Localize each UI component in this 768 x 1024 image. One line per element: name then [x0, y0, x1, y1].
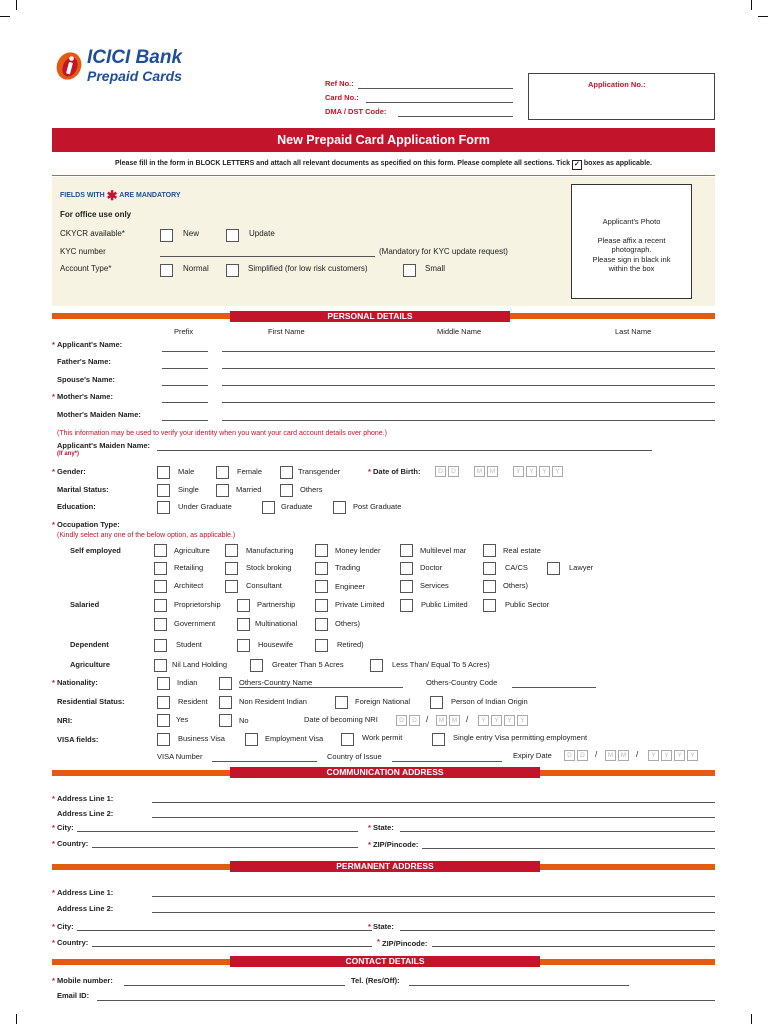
mandatory-text-end: ARE MANDATORY: [119, 192, 181, 199]
nri-year-box[interactable]: Y: [491, 715, 502, 726]
date-separator: /: [595, 750, 598, 759]
instructions-text: Please fill in the form in BLOCK LETTERS and attach all relevant documents as specified on this form. Please complete all sections. Tick: [115, 160, 570, 167]
perm-line2-field[interactable]: [152, 912, 715, 913]
ref-field[interactable]: [358, 88, 513, 89]
occ-salaried-others-label: Others): [335, 619, 361, 628]
country-issue-field[interactable]: [392, 761, 502, 762]
occ-government-checkbox[interactable]: [154, 618, 167, 631]
visa-employment-label: Employment Visa: [265, 734, 324, 743]
mobile-label: Mobile number:: [57, 976, 113, 985]
nri-year-box[interactable]: Y: [478, 715, 489, 726]
required-asterisk: *: [368, 840, 371, 849]
expiry-year-box[interactable]: Y: [674, 750, 685, 761]
dob-day-box[interactable]: D: [448, 466, 459, 477]
marital-married-label: Married: [236, 485, 262, 494]
nri-year-box[interactable]: Y: [504, 715, 515, 726]
account-small-checkbox[interactable]: [403, 264, 416, 277]
required-asterisk: *: [52, 922, 55, 931]
occ-housewife-label: Housewife: [258, 640, 294, 649]
perm-country-field[interactable]: [92, 946, 372, 947]
perm-zip-label: ZIP/Pincode:: [382, 939, 428, 948]
visa-work-permit-label: Work permit: [362, 733, 403, 742]
occ-proprietorship-label: Proprietorship: [174, 600, 221, 609]
residential-label: Residential Status:: [57, 697, 125, 706]
ckycr-new-label: New: [183, 229, 200, 238]
occ-ca-cs-checkbox[interactable]: [483, 562, 496, 575]
edu-postgrad-checkbox[interactable]: [333, 501, 346, 514]
res-foreign-checkbox[interactable]: [335, 696, 348, 709]
required-asterisk: *: [52, 938, 55, 947]
required-asterisk: *: [52, 392, 55, 401]
salaried-label: Salaried: [70, 600, 100, 609]
dma-label: DMA / DST Code:: [325, 107, 387, 116]
country-issue-label: Country of Issue: [327, 752, 382, 761]
perm-line2-label: Address Line 2:: [57, 904, 114, 913]
occ-agriculture-checkbox[interactable]: [154, 544, 167, 557]
occ-partnership-label: Partnership: [257, 600, 296, 609]
occ-consultant-checkbox[interactable]: [225, 580, 238, 593]
expiry-year-box[interactable]: Y: [648, 750, 659, 761]
dependent-label: Dependent: [70, 640, 109, 649]
occ-others-label: Others): [503, 581, 529, 590]
occ-housewife-checkbox[interactable]: [237, 639, 250, 652]
gender-female-checkbox[interactable]: [216, 466, 229, 479]
father-name-label: Father's Name:: [57, 357, 111, 366]
gender-transgender-label: Transgender: [298, 467, 341, 476]
comm-state-label: State:: [373, 823, 394, 832]
tel-field[interactable]: [409, 985, 629, 986]
occ-partnership-checkbox[interactable]: [237, 599, 250, 612]
applicant-maiden-label: Applicant's Maiden Name:: [57, 441, 151, 450]
visa-number-field[interactable]: [212, 761, 317, 762]
occupation-note: (Kindly select any one of the below option, as applicable.): [57, 532, 236, 539]
asterisk-icon: ✱: [106, 188, 118, 203]
occ-multilevel-checkbox[interactable]: [400, 544, 413, 557]
occ-gt5-label: Greater Than 5 Acres: [272, 660, 344, 669]
occ-multinational-label: Multinational: [255, 619, 298, 628]
required-asterisk: *: [368, 823, 371, 832]
mother-name-field[interactable]: [222, 402, 715, 403]
occ-engineer-checkbox[interactable]: [315, 580, 328, 593]
marital-married-checkbox[interactable]: [216, 484, 229, 497]
gender-female-label: Female: [237, 467, 263, 476]
required-asterisk: *: [368, 467, 371, 476]
mandatory-text: FIELDS WITH: [60, 192, 105, 199]
dob-year-box[interactable]: Y: [539, 466, 550, 477]
occ-pub-ltd-label: Public Limited: [421, 600, 468, 609]
res-nri-checkbox[interactable]: [219, 696, 232, 709]
nat-country-name-field[interactable]: [239, 687, 403, 688]
date-separator: /: [426, 715, 429, 724]
maiden-name-label: Mother's Maiden Name:: [57, 410, 141, 419]
marital-single-label: Single: [178, 485, 199, 494]
brand-logo: [52, 48, 86, 87]
dob-day-box[interactable]: D: [435, 466, 446, 477]
col-middle: Middle Name: [437, 327, 482, 336]
nri-yes-checkbox[interactable]: [157, 714, 170, 727]
agriculture-group-label: Agriculture: [70, 660, 111, 669]
dob-month-box[interactable]: M: [487, 466, 498, 477]
dob-label: Date of Birth:: [373, 467, 421, 476]
perm-zip-field[interactable]: [432, 946, 715, 947]
required-asterisk: *: [52, 794, 55, 803]
occ-proprietorship-checkbox[interactable]: [154, 599, 167, 612]
occ-lawyer-checkbox[interactable]: [547, 562, 560, 575]
nri-year-box[interactable]: Y: [517, 715, 528, 726]
crop-mark: [16, 1014, 17, 1024]
occ-ca-cs-label: CA/CS: [505, 563, 528, 572]
occ-pub-sector-checkbox[interactable]: [483, 599, 496, 612]
perm-state-label: State:: [373, 922, 394, 931]
occupation-label: Occupation Type:: [57, 520, 120, 529]
res-pio-label: Person of Indian Origin: [451, 697, 528, 706]
occ-retailing-label: Retailing: [174, 563, 204, 572]
ckycr-label: CKYCR available*: [60, 229, 125, 238]
ref-label: Ref No.:: [325, 79, 354, 88]
nat-others-label: Others-Country Name: [239, 678, 313, 687]
account-normal-label: Normal: [183, 264, 209, 273]
father-name-field[interactable]: [222, 368, 715, 369]
occ-multilevel-label: Multilevel mar: [420, 546, 467, 555]
comm-zip-field[interactable]: [422, 848, 715, 849]
ckycr-update-checkbox[interactable]: [226, 229, 239, 242]
dob-year-box[interactable]: Y: [552, 466, 563, 477]
crop-mark: [0, 16, 10, 17]
account-normal-checkbox[interactable]: [160, 264, 173, 277]
date-separator: /: [466, 715, 469, 724]
col-last: Last Name: [615, 327, 652, 336]
col-first: First Name: [268, 327, 305, 336]
expiry-year-box[interactable]: Y: [661, 750, 672, 761]
mother-name-label: Mother's Name:: [57, 392, 113, 401]
maiden-prefix-field[interactable]: [162, 420, 208, 421]
nri-day-box[interactable]: D: [409, 715, 420, 726]
occ-lt5-checkbox[interactable]: [370, 659, 383, 672]
spouse-prefix-field[interactable]: [162, 385, 208, 386]
dob-month-box[interactable]: M: [474, 466, 485, 477]
nri-no-checkbox[interactable]: [219, 714, 232, 727]
crop-mark: [751, 1014, 752, 1024]
occ-nil-land-label: Nil Land Holding: [172, 660, 228, 669]
icici-logo-icon: [52, 48, 86, 82]
perm-state-field[interactable]: [400, 930, 715, 931]
occ-doctor-checkbox[interactable]: [400, 562, 413, 575]
visa-single-entry-label: Single entry Visa permitting employment: [453, 733, 588, 742]
perm-line1-label: Address Line 1:: [57, 888, 114, 897]
perm-city-field[interactable]: [77, 930, 372, 931]
occ-student-checkbox[interactable]: [154, 639, 167, 652]
marital-others-checkbox[interactable]: [280, 484, 293, 497]
photo-line: Applicant's Photo: [602, 217, 661, 226]
crop-mark: [751, 0, 752, 10]
nat-country-code-label: Others-Country Code: [426, 678, 498, 687]
email-label: Email ID:: [57, 991, 90, 1000]
comm-zip-label: ZIP/Pincode:: [373, 840, 419, 849]
mother-prefix-field[interactable]: [162, 402, 208, 403]
instructions: [52, 159, 715, 170]
contact-section-title: CONTACT DETAILS: [230, 956, 540, 967]
occ-trading-label: Trading: [335, 563, 361, 572]
comm-state-field[interactable]: [400, 831, 715, 832]
applicant-name-field[interactable]: [222, 351, 715, 352]
occ-real-estate-label: Real estate: [503, 546, 541, 555]
crop-mark: [758, 16, 768, 17]
self-employed-label: Self employed: [70, 546, 121, 555]
required-asterisk: *: [52, 839, 55, 848]
visa-work-permit-checkbox[interactable]: [341, 733, 354, 746]
marital-others-label: Others: [300, 485, 323, 494]
occ-architect-checkbox[interactable]: [154, 580, 167, 593]
father-prefix-field[interactable]: [162, 368, 208, 369]
education-label: Education:: [57, 502, 96, 511]
required-asterisk: *: [377, 937, 380, 946]
comm-city-field[interactable]: [77, 831, 358, 832]
applicant-maiden-field[interactable]: [157, 450, 652, 451]
photo-line: photograph.: [611, 245, 652, 254]
account-simplified-checkbox[interactable]: [226, 264, 239, 277]
maiden-note: (This information may be used to verify your identity when you want your card account details over phone.): [57, 430, 387, 437]
form-title: New Prepaid Card Application Form: [277, 133, 490, 147]
occ-money-lender-label: Money lender: [335, 546, 381, 555]
office-heading: For office use only: [60, 210, 132, 219]
card-field[interactable]: [366, 102, 513, 103]
expiry-year-box[interactable]: Y: [687, 750, 698, 761]
nri-month-box[interactable]: M: [449, 715, 460, 726]
if-any-note: (If any*): [57, 451, 80, 457]
visa-employment-checkbox[interactable]: [245, 733, 258, 746]
date-separator: /: [636, 750, 639, 759]
occ-manufacturing-label: Manufacturing: [246, 546, 294, 555]
expiry-day-box[interactable]: D: [577, 750, 588, 761]
expiry-label: Expiry Date: [513, 751, 552, 760]
applicant-name-label: Applicant's Name:: [57, 340, 123, 349]
occ-engineer-label: Engineer: [335, 582, 366, 591]
occ-salaried-others-checkbox[interactable]: [315, 618, 328, 631]
account-simplified-label: Simplified (for low risk customers): [248, 264, 368, 273]
occ-retailing-checkbox[interactable]: [154, 562, 167, 575]
occ-others-checkbox[interactable]: [483, 580, 496, 593]
comm-country-label: Country:: [57, 839, 89, 848]
expiry-month-box[interactable]: M: [618, 750, 629, 761]
perm-city-label: City:: [57, 922, 74, 931]
maiden-name-field[interactable]: [222, 420, 715, 421]
comm-country-field[interactable]: [92, 847, 358, 848]
edu-graduate-checkbox[interactable]: [262, 501, 275, 514]
gender-male-checkbox[interactable]: [157, 466, 170, 479]
photo-instructions: [571, 217, 692, 274]
required-asterisk: *: [52, 888, 55, 897]
visa-business-label: Business Visa: [178, 734, 225, 743]
res-resident-label: Resident: [178, 697, 208, 706]
spouse-name-label: Spouse's Name:: [57, 375, 116, 384]
brand-name: ICICI Bank: [87, 47, 183, 68]
email-field[interactable]: [97, 1000, 715, 1001]
instructions-text-end: boxes as applicable.: [583, 160, 652, 167]
occ-stock-label: Stock broking: [246, 563, 292, 572]
perm-section-title: PERMANENT ADDRESS: [230, 861, 540, 872]
kyc-label: KYC number: [60, 247, 106, 256]
nat-indian-checkbox[interactable]: [157, 677, 170, 690]
comm-line2-label: Address Line 2:: [57, 809, 114, 818]
check-icon: ✓: [572, 160, 582, 170]
occ-architect-label: Architect: [174, 581, 204, 590]
comm-line2-field[interactable]: [152, 817, 715, 818]
perm-line1-field[interactable]: [152, 896, 715, 897]
card-label: Card No.:: [325, 93, 359, 102]
kyc-note: (Mandatory for KYC update request): [379, 247, 508, 256]
required-asterisk: *: [52, 678, 55, 687]
visa-number-label: VISA Number: [157, 752, 203, 761]
comm-line1-label: Address Line 1:: [57, 794, 114, 803]
nat-country-code-field[interactable]: [512, 687, 596, 688]
occ-services-checkbox[interactable]: [400, 580, 413, 593]
kyc-field[interactable]: [160, 256, 375, 257]
brand-sub: Prepaid Cards: [87, 68, 182, 84]
occ-nil-land-checkbox[interactable]: [154, 659, 167, 672]
gender-transgender-checkbox[interactable]: [280, 466, 293, 479]
photo-line: Please sign in black ink: [592, 254, 671, 264]
occ-lt5-label: Less Than/ Equal To 5 Acres): [392, 660, 490, 669]
marital-label: Marital Status:: [57, 485, 109, 494]
required-asterisk: *: [368, 922, 371, 931]
visa-business-checkbox[interactable]: [157, 733, 170, 746]
tel-label: Tel. (Res/Off):: [351, 976, 400, 985]
occ-consultant-label: Consultant: [246, 581, 282, 590]
occ-trading-checkbox[interactable]: [315, 562, 328, 575]
occ-lawyer-label: Lawyer: [569, 563, 594, 572]
crop-mark: [16, 0, 17, 10]
edu-postgrad-label: Post Graduate: [353, 502, 402, 511]
res-resident-checkbox[interactable]: [157, 696, 170, 709]
occ-stock-checkbox[interactable]: [225, 562, 238, 575]
ckycr-update-label: Update: [249, 229, 275, 238]
required-asterisk: *: [52, 520, 55, 529]
instructions-rule: [52, 175, 715, 176]
col-prefix: Prefix: [174, 327, 194, 336]
nationality-label: Nationality:: [57, 678, 98, 687]
spouse-name-field[interactable]: [222, 385, 715, 386]
expiry-day-box[interactable]: D: [564, 750, 575, 761]
account-type-label: Account Type*: [60, 264, 112, 273]
nat-indian-label: Indian: [177, 678, 198, 687]
occ-money-lender-checkbox[interactable]: [315, 544, 328, 557]
occ-multinational-checkbox[interactable]: [237, 618, 250, 631]
visa-label: VISA fields:: [57, 735, 99, 744]
account-small-label: Small: [425, 264, 446, 273]
occ-government-label: Government: [174, 619, 216, 628]
occ-manufacturing-checkbox[interactable]: [225, 544, 238, 557]
required-asterisk: *: [52, 823, 55, 832]
expiry-month-box[interactable]: M: [605, 750, 616, 761]
nri-label: NRI:: [57, 716, 73, 725]
occ-gt5-checkbox[interactable]: [250, 659, 263, 672]
mandatory-note: [60, 188, 181, 203]
edu-undergrad-checkbox[interactable]: [157, 501, 170, 514]
occ-doctor-label: Doctor: [420, 563, 443, 572]
gender-male-label: Male: [178, 467, 195, 476]
occ-pvt-ltd-checkbox[interactable]: [315, 599, 328, 612]
mobile-field[interactable]: [124, 985, 345, 986]
dma-field[interactable]: [398, 116, 513, 117]
comm-city-label: City:: [57, 823, 74, 832]
nat-others-checkbox[interactable]: [219, 677, 232, 690]
edu-graduate-label: Graduate: [281, 502, 313, 511]
marital-single-checkbox[interactable]: [157, 484, 170, 497]
res-pio-checkbox[interactable]: [430, 696, 443, 709]
occ-agriculture-label: Agriculture: [174, 546, 210, 555]
nri-yes-label: Yes: [176, 715, 189, 724]
required-asterisk: *: [52, 467, 55, 476]
application-label: Application No.:: [588, 80, 646, 89]
occ-services-label: Services: [420, 581, 449, 590]
ckycr-new-checkbox[interactable]: [160, 229, 173, 242]
gender-label: Gender:: [57, 467, 86, 476]
occ-retired-label: Retired): [337, 640, 364, 649]
dob-year-box[interactable]: Y: [526, 466, 537, 477]
occ-retired-checkbox[interactable]: [315, 639, 328, 652]
res-foreign-label: Foreign National: [355, 697, 411, 706]
nri-no-label: No: [239, 716, 249, 725]
nri-date-label: Date of becoming NRI: [304, 715, 378, 724]
nri-month-box[interactable]: M: [436, 715, 447, 726]
occ-pub-ltd-checkbox[interactable]: [400, 599, 413, 612]
perm-country-label: Country:: [57, 938, 89, 947]
required-asterisk: *: [52, 976, 55, 985]
occ-real-estate-checkbox[interactable]: [483, 544, 496, 557]
occ-student-label: Student: [176, 640, 202, 649]
required-asterisk: *: [52, 340, 55, 349]
res-nri-label: Non Resident Indian: [239, 697, 307, 706]
comm-line1-field[interactable]: [152, 802, 715, 803]
photo-line: within the box: [608, 264, 655, 273]
dob-year-box[interactable]: Y: [513, 466, 524, 477]
visa-single-entry-checkbox[interactable]: [432, 733, 445, 746]
applicant-prefix-field[interactable]: [162, 351, 208, 352]
occ-pvt-ltd-label: Private Limited: [335, 600, 385, 609]
personal-section-title: PERSONAL DETAILS: [230, 311, 510, 322]
photo-line: Please affix a recent: [597, 235, 666, 245]
edu-undergrad-label: Under Graduate: [178, 502, 232, 511]
nri-day-box[interactable]: D: [396, 715, 407, 726]
comm-section-title: COMMUNICATION ADDRESS: [230, 767, 540, 778]
occ-pub-sector-label: Public Sector: [505, 600, 550, 609]
